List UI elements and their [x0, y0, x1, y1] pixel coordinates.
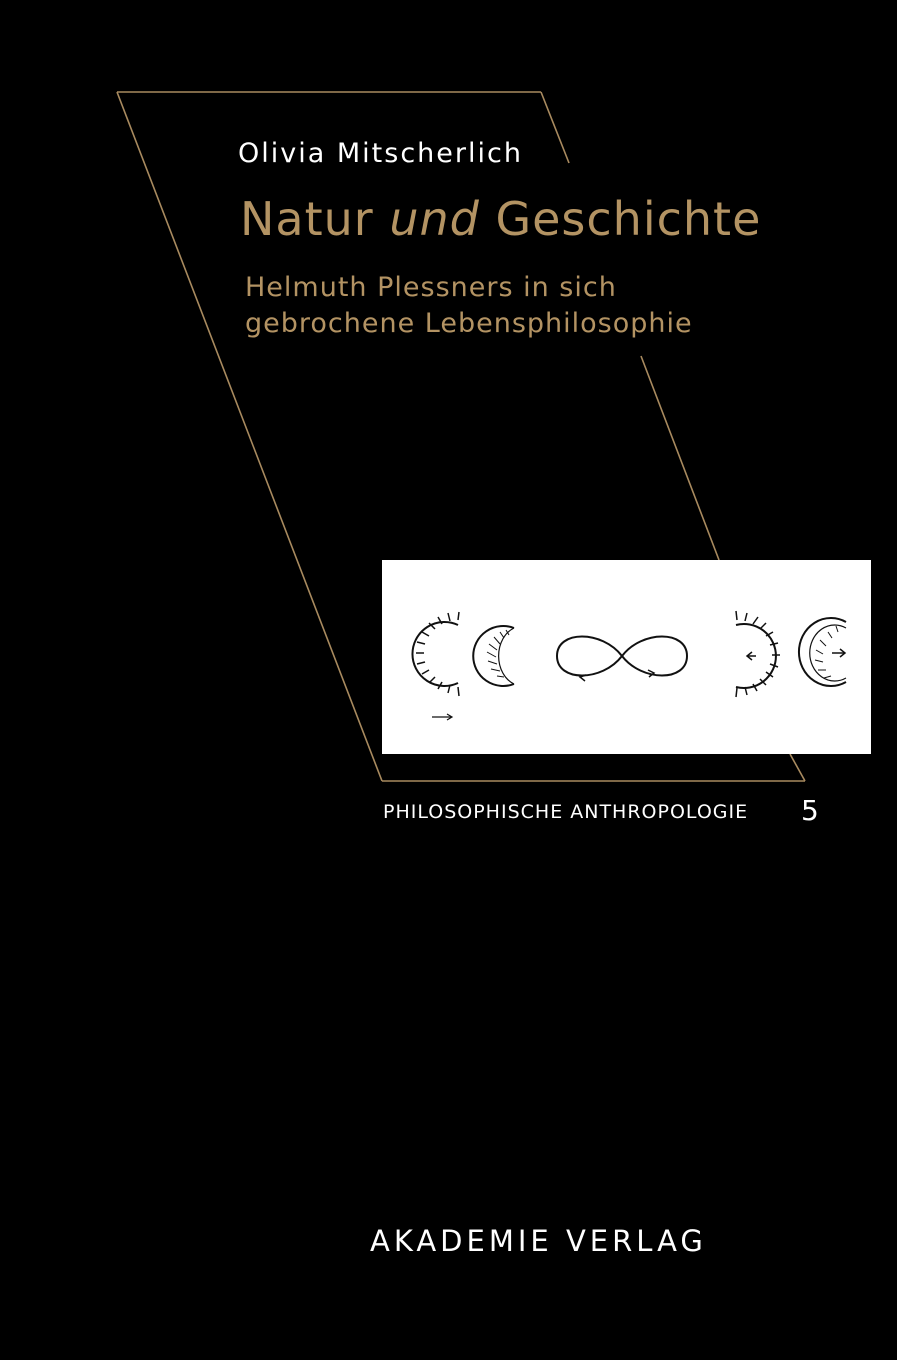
- title-part-2: Geschichte: [479, 192, 762, 246]
- hatched-crescent-icon: [473, 626, 514, 686]
- hatched-circle-right-arrow-icon: [799, 618, 846, 686]
- diagram-panel: [382, 560, 871, 754]
- title-italic: und: [389, 192, 480, 246]
- book-title: [240, 192, 761, 246]
- publisher-name: AKADEMIE VERLAG: [370, 1224, 707, 1258]
- author-name: Olivia Mitscherlich: [238, 138, 523, 169]
- subtitle-line-1: Helmuth Plessners in sich: [245, 272, 617, 303]
- book-subtitle: [245, 270, 693, 342]
- circle-inward-arrow-icon: [736, 611, 780, 697]
- infinity-loop-icon: [557, 637, 687, 682]
- volume-number: 5: [801, 794, 819, 827]
- series-name: PHILOSOPHISCHE ANTHROPOLOGIE: [383, 801, 749, 823]
- small-right-arrow-icon: [432, 714, 452, 720]
- plessner-diagram-illustration: [382, 560, 871, 754]
- open-circle-outward-icon: [412, 612, 459, 696]
- subtitle-line-2: gebrochene Lebensphilosophie: [245, 308, 693, 339]
- title-part-1: Natur: [240, 192, 390, 246]
